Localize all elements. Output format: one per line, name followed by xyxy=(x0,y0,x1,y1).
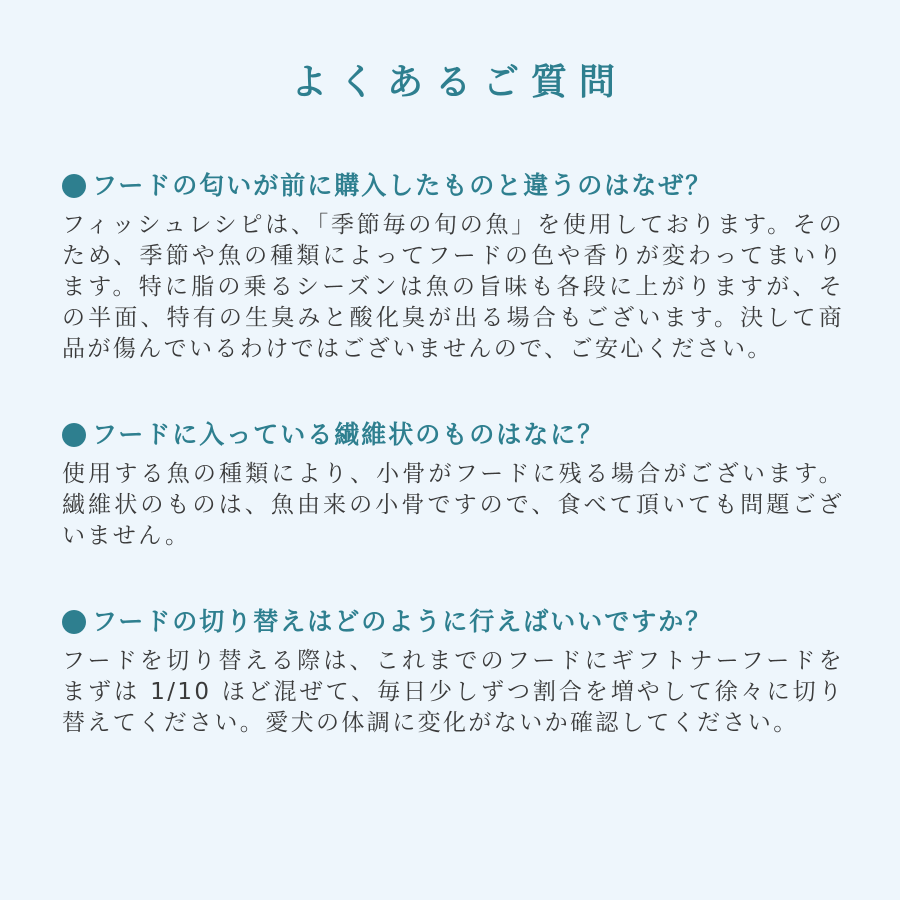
faq-question-2 xyxy=(62,417,844,453)
faq-question-text-2: フードに入っている繊維状のものはなに？ xyxy=(92,420,605,449)
faq-question-text-1: フードの匂いが前に購入したものと違うのはなぜ？ xyxy=(92,171,713,200)
faq-list xyxy=(62,168,844,739)
bullet-icon xyxy=(62,423,86,447)
faq-question-text-3: フードの切り替えはどのように行えばいいですか？ xyxy=(92,607,713,636)
faq-question-1 xyxy=(62,168,844,204)
faq-item-1 xyxy=(62,168,844,365)
faq-question-3 xyxy=(62,604,844,640)
faq-answer-2: 使用する魚の種類により、小骨がフードに残る場合がございます。繊維状のものは、魚由来の小骨ですので、食べて頂いても問題ございません。 xyxy=(62,461,844,549)
faq-answer-3: フードを切り替える際は、これまでのフードにギフトナーフードをまずは 1/10 ほど混ぜて、毎日少しずつ割合を増やして徐々に切り替えてください。愛犬の体調に変化がないか確認してください。 xyxy=(62,648,844,736)
faq-item-3 xyxy=(62,604,844,739)
page-title: よくあるご質問 xyxy=(290,62,627,103)
bullet-icon xyxy=(62,610,86,634)
faq-item-2 xyxy=(62,417,844,552)
bullet-icon xyxy=(62,174,86,198)
faq-answer-1: フィッシュレシピは、「季節毎の旬の魚」を使用しております。そのため、季節や魚の種類によってフードの色や香りが変わってまいります。特に脂の乗るシーズンは魚の旨味も各段に上がりますが、その半面、特有の生臭みと酸化臭が出る場合もございます。決して商品が傷んでいるわけではございませんので、ご安心ください。 xyxy=(62,212,844,362)
